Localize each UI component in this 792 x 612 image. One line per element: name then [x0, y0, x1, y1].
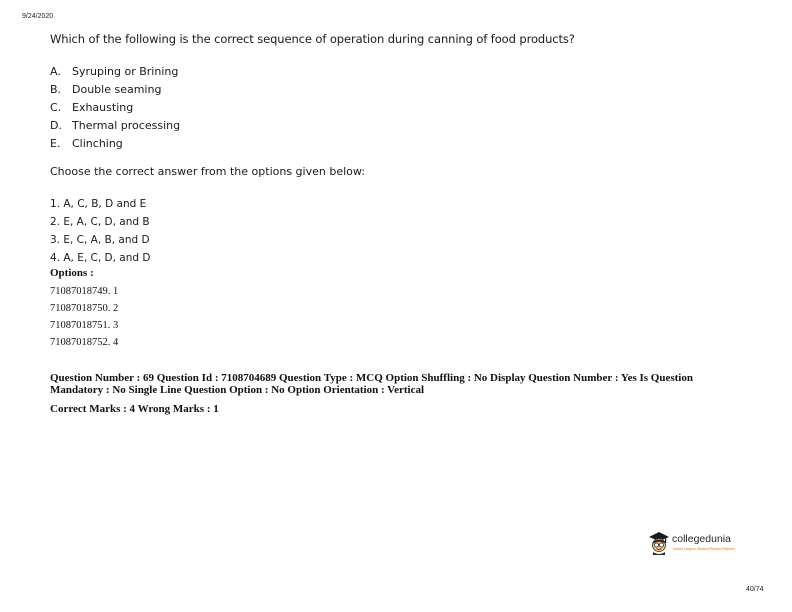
statement-text: Clinching — [72, 137, 123, 150]
statement-item — [50, 81, 180, 99]
question-metadata: Question Number : 69 Question Id : 7108704689 Question Type : MCQ Option Shuffling : No Display Question Number : Yes Is Question Mandatory : No Single Line Question Option : No Option Orientation : Vertical — [50, 372, 693, 396]
answer-choice: 3. E, C, A, B, and D — [50, 234, 150, 246]
marks-info: Correct Marks : 4 Wrong Marks : 1 — [50, 403, 219, 415]
option-id: 71087018749. 1 — [50, 286, 119, 297]
statement-text: Thermal processing — [72, 119, 181, 132]
statement-text: Syruping or Brining — [72, 65, 179, 78]
answer-choice: 4. A, E, C, D, and D — [50, 252, 151, 264]
option-id: 71087018752. 4 — [50, 337, 119, 348]
option-id: 71087018750. 2 — [50, 303, 119, 314]
statement-text: Exhausting — [72, 101, 134, 114]
statement-item — [50, 63, 180, 81]
question-text: Which of the following is the correct sequence of operation during canning of food products? — [50, 32, 575, 46]
logo-wordmark: collegedunia — [672, 533, 731, 545]
logo-tagline: India's Largest Student Review Platform — [673, 547, 736, 551]
statement-letter: B. — [50, 83, 62, 96]
statement-text: Double seaming — [72, 83, 162, 96]
options-heading: Options : — [50, 267, 94, 279]
collegedunia-logo — [648, 531, 748, 557]
statement-letter: A. — [50, 65, 61, 78]
instruction-text: Choose the correct answer from the options given below: — [50, 165, 365, 178]
answer-choice-list — [50, 195, 150, 267]
statement-list — [50, 63, 180, 153]
answer-choice: 1. A, C, B, D and E — [50, 198, 147, 210]
statement-item — [50, 99, 180, 117]
option-id: 71087018751. 3 — [50, 320, 119, 331]
statement-letter: E. — [50, 137, 61, 150]
graduate-mascot-icon — [648, 531, 670, 555]
statement-letter: D. — [50, 119, 62, 132]
statement-item — [50, 135, 180, 153]
option-id-list — [50, 283, 118, 351]
answer-choice: 2. E, A, C, D, and B — [50, 216, 150, 228]
print-date: 9/24/2020 — [22, 13, 54, 20]
page-number: 40/74 — [746, 586, 764, 593]
statement-letter: C. — [50, 101, 62, 114]
statement-item — [50, 117, 180, 135]
